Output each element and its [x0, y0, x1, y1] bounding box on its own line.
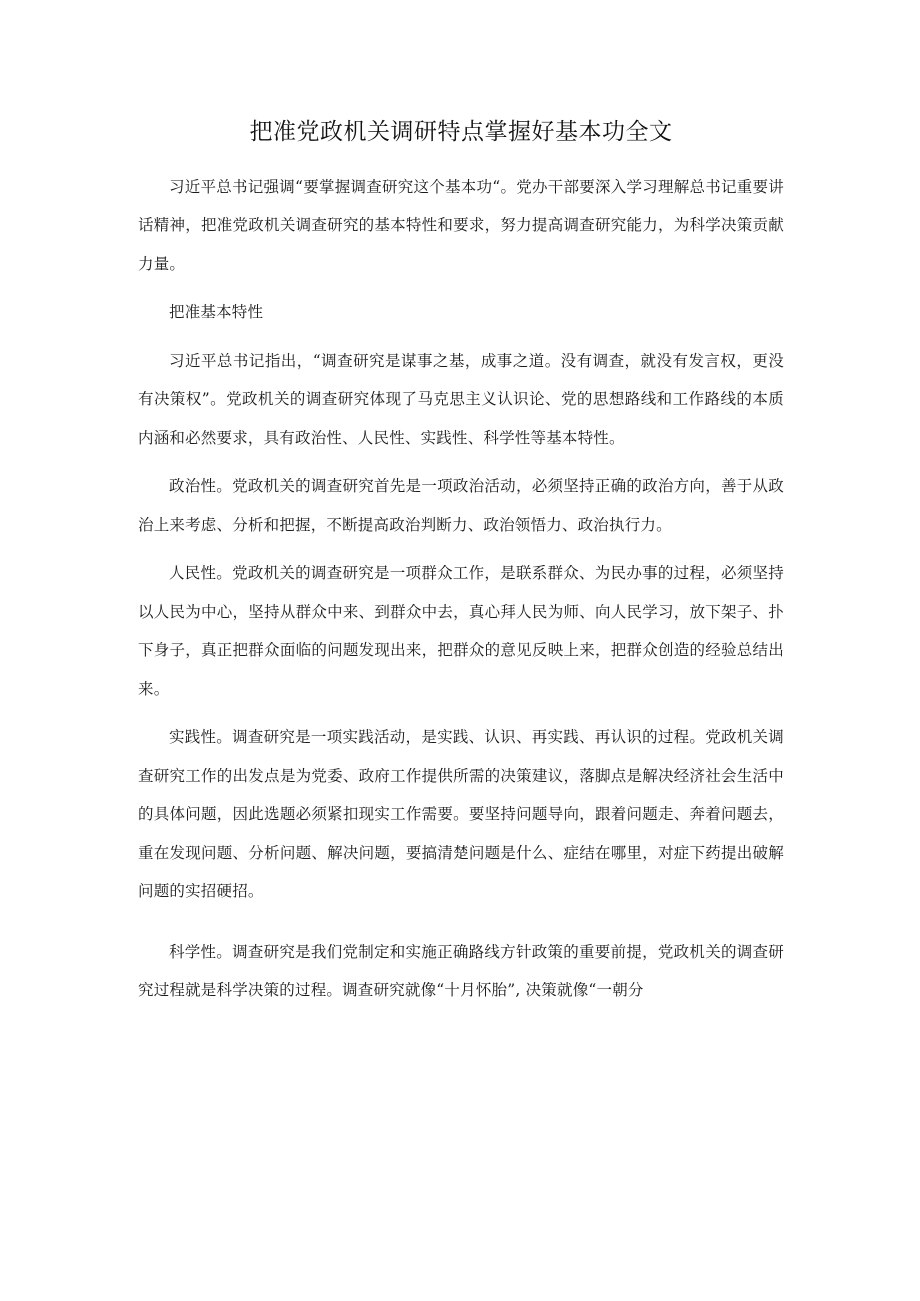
body-paragraph: 政治性。党政机关的调查研究首先是一项政治活动，必须坚持正确的政治方向，善于从政治上来考虑、分析和把握，不断提高政治判断力、政治领悟力、政治执行力。 [138, 477, 784, 534]
body-paragraph: 习近平总书记指出，“调查研究是谋事之基，成事之道。没有调查，就没有发言权，更没有决策权”。党政机关的调查研究体现了马克思主义认识论、党的思想路线和工作路线的本质内涵和必然要求，具有政治性、人民性、实践性、科学性等基本特性。 [138, 351, 784, 447]
body-paragraph: 科学性。调查研究是我们党制定和实施正确路线方针政策的重要前提，党政机关的调查研究过程就是科学决策的过程。调查研究就像“十月怀胎”, 决策就像“一朝分 [138, 942, 784, 1000]
document-page [138, 118, 784, 1020]
body-paragraph: 人民性。党政机关的调查研究是一项群众工作，是联系群众、为民办事的过程，必须坚持以人民为中心，坚持从群众中来、到群众中去，真心拜人民为师、向人民学习，放下架子、扑下身子，真正把群众面临的问题发现出来，把群众的意见反映上来，把群众创造的经验总结出来。 [138, 564, 784, 698]
document-title: 把准党政机关调研特点掌握好基本功全文 [249, 119, 673, 145]
intro-paragraph: 习近平总书记强调“要掌握调查研究这个基本功“。党办干部要深入学习理解总书记重要讲话精神，把准党政机关调查研究的基本特性和要求，努力提高调查研究能力，为科学决策贡献力量。 [138, 177, 784, 273]
section-heading: 把准基本特性 [169, 303, 264, 322]
body-paragraph: 实践性。调查研究是一项实践活动，是实践、认识、再实践、再认识的过程。党政机关调查研究工作的出发点是为党委、政府工作提供所需的决策建议，落脚点是解决经济社会生活中的具体问题，因此选题必须紧扣现实工作需要。要坚持问题导向，跟着问题走、奔着问题去，重在发现问题、分析问题、解决问题，要搞清楚问题是什么、症结在哪里，对症下药提出破解问题的实招硬招。 [138, 728, 784, 901]
